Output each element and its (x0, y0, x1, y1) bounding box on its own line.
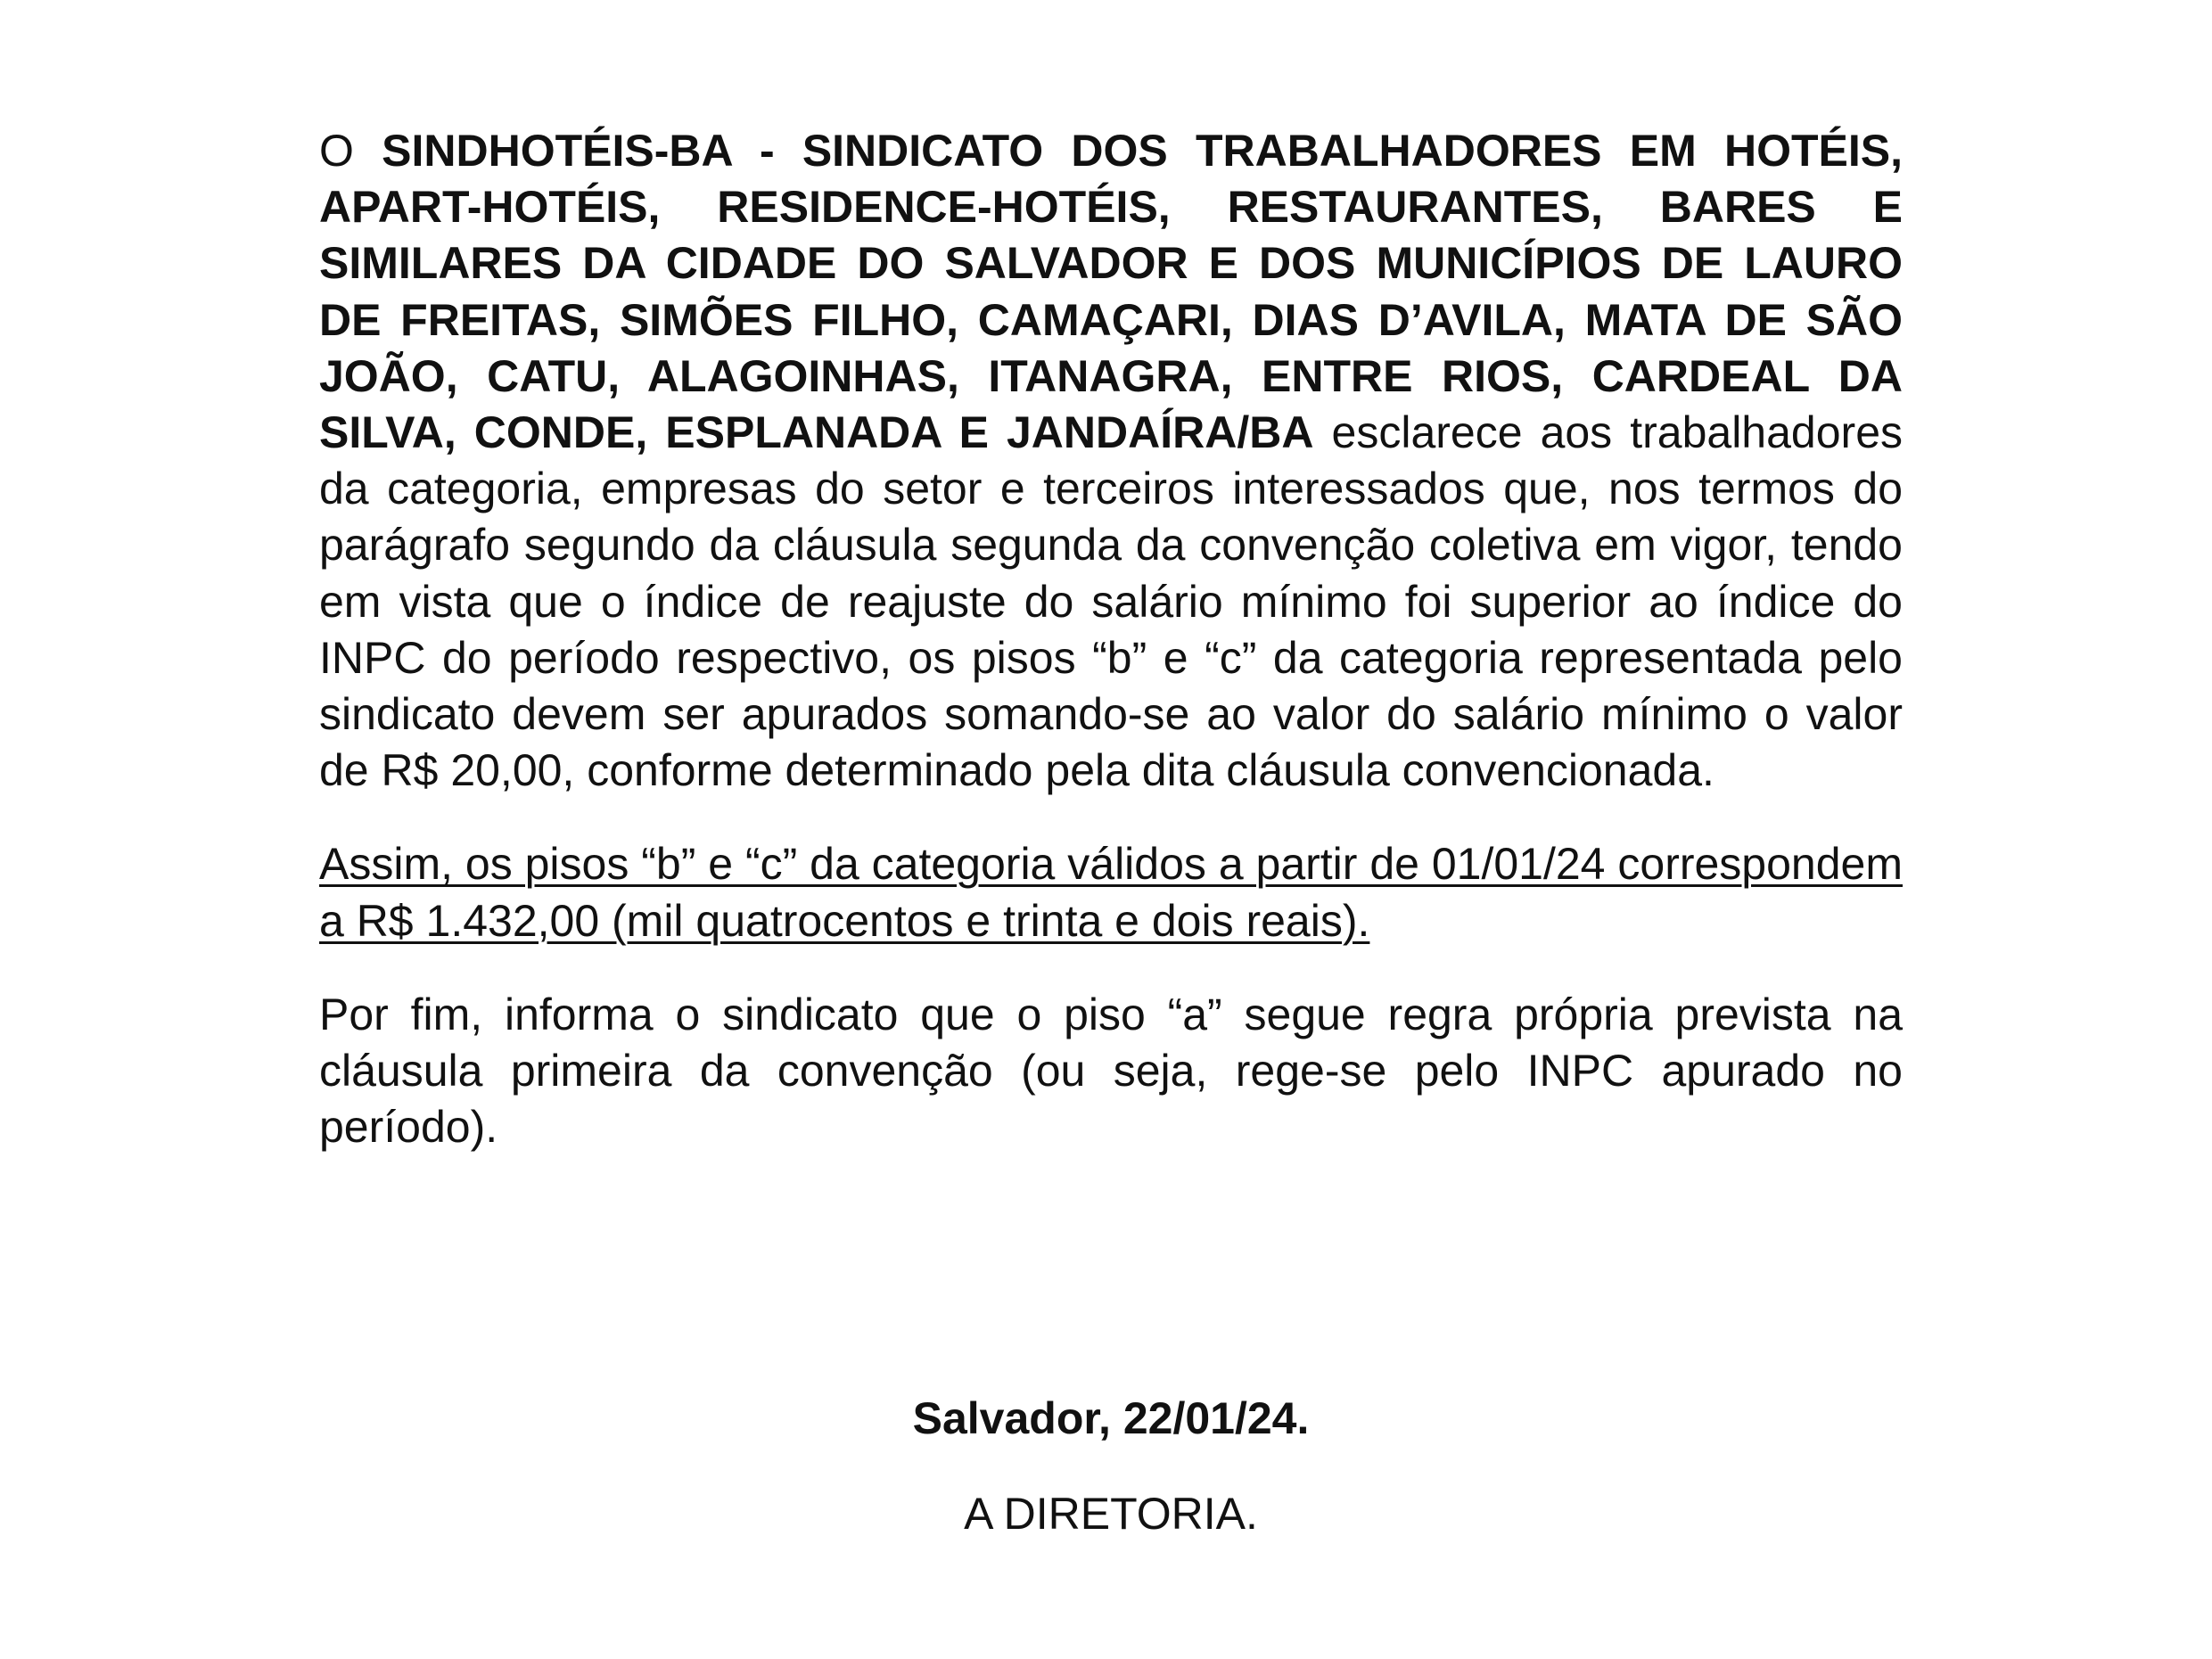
place-and-date: Salvador, 22/01/24. (912, 1393, 1310, 1443)
signature-board: A DIRETORIA. (964, 1489, 1258, 1539)
paragraph-lead: O (319, 126, 354, 176)
paragraph-announcement (319, 123, 1903, 799)
union-name: SINDHOTÉIS-BA - SINDICATO DOS TRABALHADORES EM HOTÉIS, APART-HOTÉIS, RESIDENCE-HOTÉIS, RESTAURANTES, BARES E SIMILARES DA CIDADE DO SALVADOR E DOS MUNICÍPIOS DE LAURO DE FREITAS, SIMÕES FILHO, CAMAÇARI, DIAS D’AVILA, MATA DE SÃO JOÃO, CATU, ALAGOINHAS, ITANAGRA, ENTRE RIOS, CARDEAL DA SILVA, CONDE, ESPLANADA E JANDAÍRA/BA (319, 126, 1903, 458)
document-body (319, 123, 1903, 1155)
paragraph-closing: Por fim, informa o sindicato que o piso “a” segue regra própria prevista na cláusula primeira da convenção (ou seja, rege-se pelo INPC apurado no período). (319, 989, 1903, 1153)
paragraph-wage-floor: Assim, os pisos “b” e “c” da categoria válidos a partir de 01/01/24 correspondem a R$ 1.432,00 (mil quatrocentos e trinta e dois reais). (319, 839, 1903, 946)
announcement-text: esclarece aos trabalhadores da categoria, empresas do setor e terceiros interessados que, nos termos do parágrafo segundo da cláusula segunda da convenção coletiva em vigor, tendo em vista que o índice de reajuste do salário mínimo foi superior ao índice do INPC do período respectivo, os pisos “b” e “c” da categoria representada pelo sindicato devem ser apurados somando-se ao valor do salário mínimo o valor de R$ 20,00, conforme determinado pela dita cláusula convencionada. (319, 407, 1903, 796)
